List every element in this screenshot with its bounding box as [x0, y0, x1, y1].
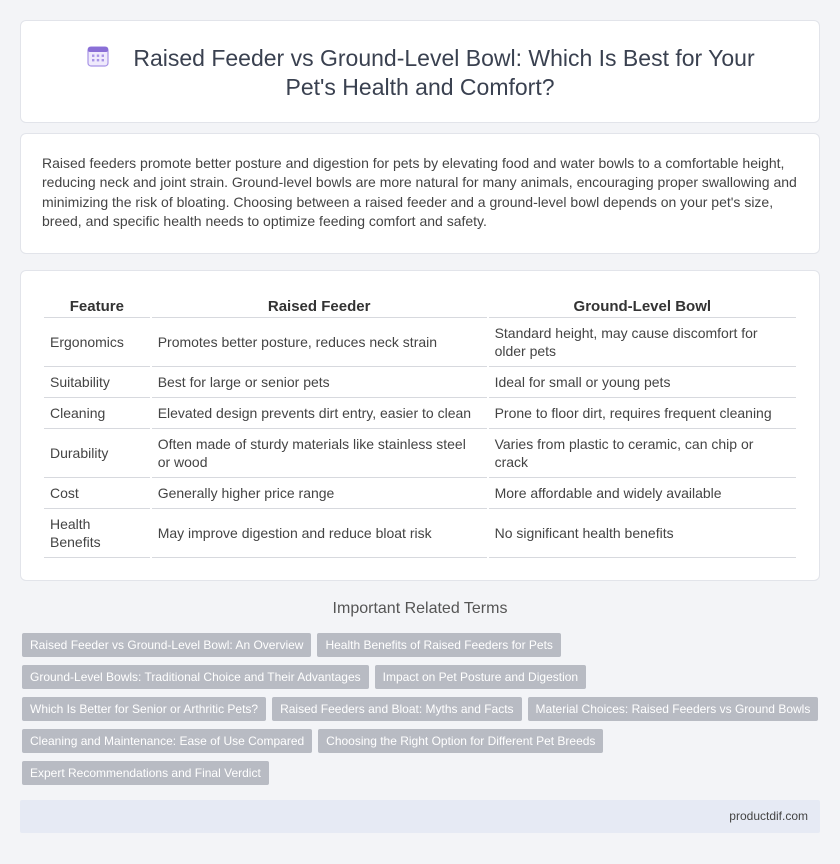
- feature-cell: Cleaning: [44, 398, 150, 429]
- table-row: [44, 318, 796, 367]
- header-ground-bowl: Ground-Level Bowl: [489, 293, 796, 318]
- table-row: [44, 398, 796, 429]
- related-tag[interactable]: Material Choices: Raised Feeders vs Ground Bowls: [528, 697, 819, 721]
- title-card: [20, 20, 820, 123]
- table-row: [44, 429, 796, 478]
- feature-cell: Ergonomics: [44, 318, 150, 367]
- ground-cell: Prone to floor dirt, requires frequent cleaning: [489, 398, 796, 429]
- related-tag[interactable]: Raised Feeders and Bloat: Myths and Facts: [272, 697, 521, 721]
- footer-bar: [20, 800, 820, 833]
- page-title-wrap: [61, 43, 779, 102]
- tag-row: [22, 697, 822, 721]
- related-tag[interactable]: Raised Feeder vs Ground-Level Bowl: An Overview: [22, 633, 311, 657]
- tag-row: [22, 633, 822, 657]
- related-tag[interactable]: Expert Recommendations and Final Verdict: [22, 761, 269, 785]
- page-title: Raised Feeder vs Ground-Level Bowl: Which Is Best for Your Pet's Health and Comfort?: [133, 45, 755, 100]
- raised-cell: Best for large or senior pets: [152, 367, 487, 398]
- intro-paragraph: Raised feeders promote better posture and digestion for pets by elevating food and water bowls to a comfortable height, reducing neck and joint strain. Ground-level bowls are more natural for many animals, encouraging proper swallowing and minimizing the risk of bloating. Choosing between a raised feeder and a ground-level bowl depends on your pet's size, breed, and specific health needs to optimize feeding comfort and safety.: [42, 155, 797, 230]
- ground-cell: Ideal for small or young pets: [489, 367, 796, 398]
- related-terms-heading: Important Related Terms: [332, 600, 508, 617]
- feature-cell: Health Benefits: [44, 509, 150, 558]
- feature-cell: Durability: [44, 429, 150, 478]
- related-tag[interactable]: Cleaning and Maintenance: Ease of Use Compared: [22, 729, 312, 753]
- related-terms-list: [22, 633, 822, 793]
- table-row: [44, 509, 796, 558]
- intro-card: [20, 133, 820, 254]
- tag-row: [22, 729, 822, 753]
- ground-cell: No significant health benefits: [489, 509, 796, 558]
- related-tag[interactable]: Which Is Better for Senior or Arthritic Pets?: [22, 697, 266, 721]
- related-tag[interactable]: Choosing the Right Option for Different Pet Breeds: [318, 729, 603, 753]
- tag-row: [22, 665, 822, 689]
- table-row: [44, 367, 796, 398]
- ground-cell: Varies from plastic to ceramic, can chip or crack: [489, 429, 796, 478]
- comparison-card: [20, 270, 820, 581]
- raised-cell: May improve digestion and reduce bloat risk: [152, 509, 487, 558]
- calendar-icon: [85, 43, 111, 69]
- ground-cell: More affordable and widely available: [489, 478, 796, 509]
- raised-cell: Generally higher price range: [152, 478, 487, 509]
- feature-cell: Cost: [44, 478, 150, 509]
- table-row: [44, 478, 796, 509]
- raised-cell: Often made of sturdy materials like stainless steel or wood: [152, 429, 487, 478]
- table-header-row: [44, 293, 796, 318]
- related-tag[interactable]: Ground-Level Bowls: Traditional Choice and Their Advantages: [22, 665, 369, 689]
- related-tag[interactable]: Impact on Pet Posture and Digestion: [375, 665, 586, 689]
- feature-cell: Suitability: [44, 367, 150, 398]
- raised-cell: Elevated design prevents dirt entry, easier to clean: [152, 398, 487, 429]
- header-raised-feeder: Raised Feeder: [152, 293, 487, 318]
- header-feature: Feature: [44, 293, 150, 318]
- ground-cell: Standard height, may cause discomfort for older pets: [489, 318, 796, 367]
- tag-row: [22, 761, 822, 785]
- footer-site-link[interactable]: productdif.com: [729, 809, 808, 823]
- raised-cell: Promotes better posture, reduces neck strain: [152, 318, 487, 367]
- comparison-table: [42, 293, 798, 558]
- related-tag[interactable]: Health Benefits of Raised Feeders for Pets: [317, 633, 560, 657]
